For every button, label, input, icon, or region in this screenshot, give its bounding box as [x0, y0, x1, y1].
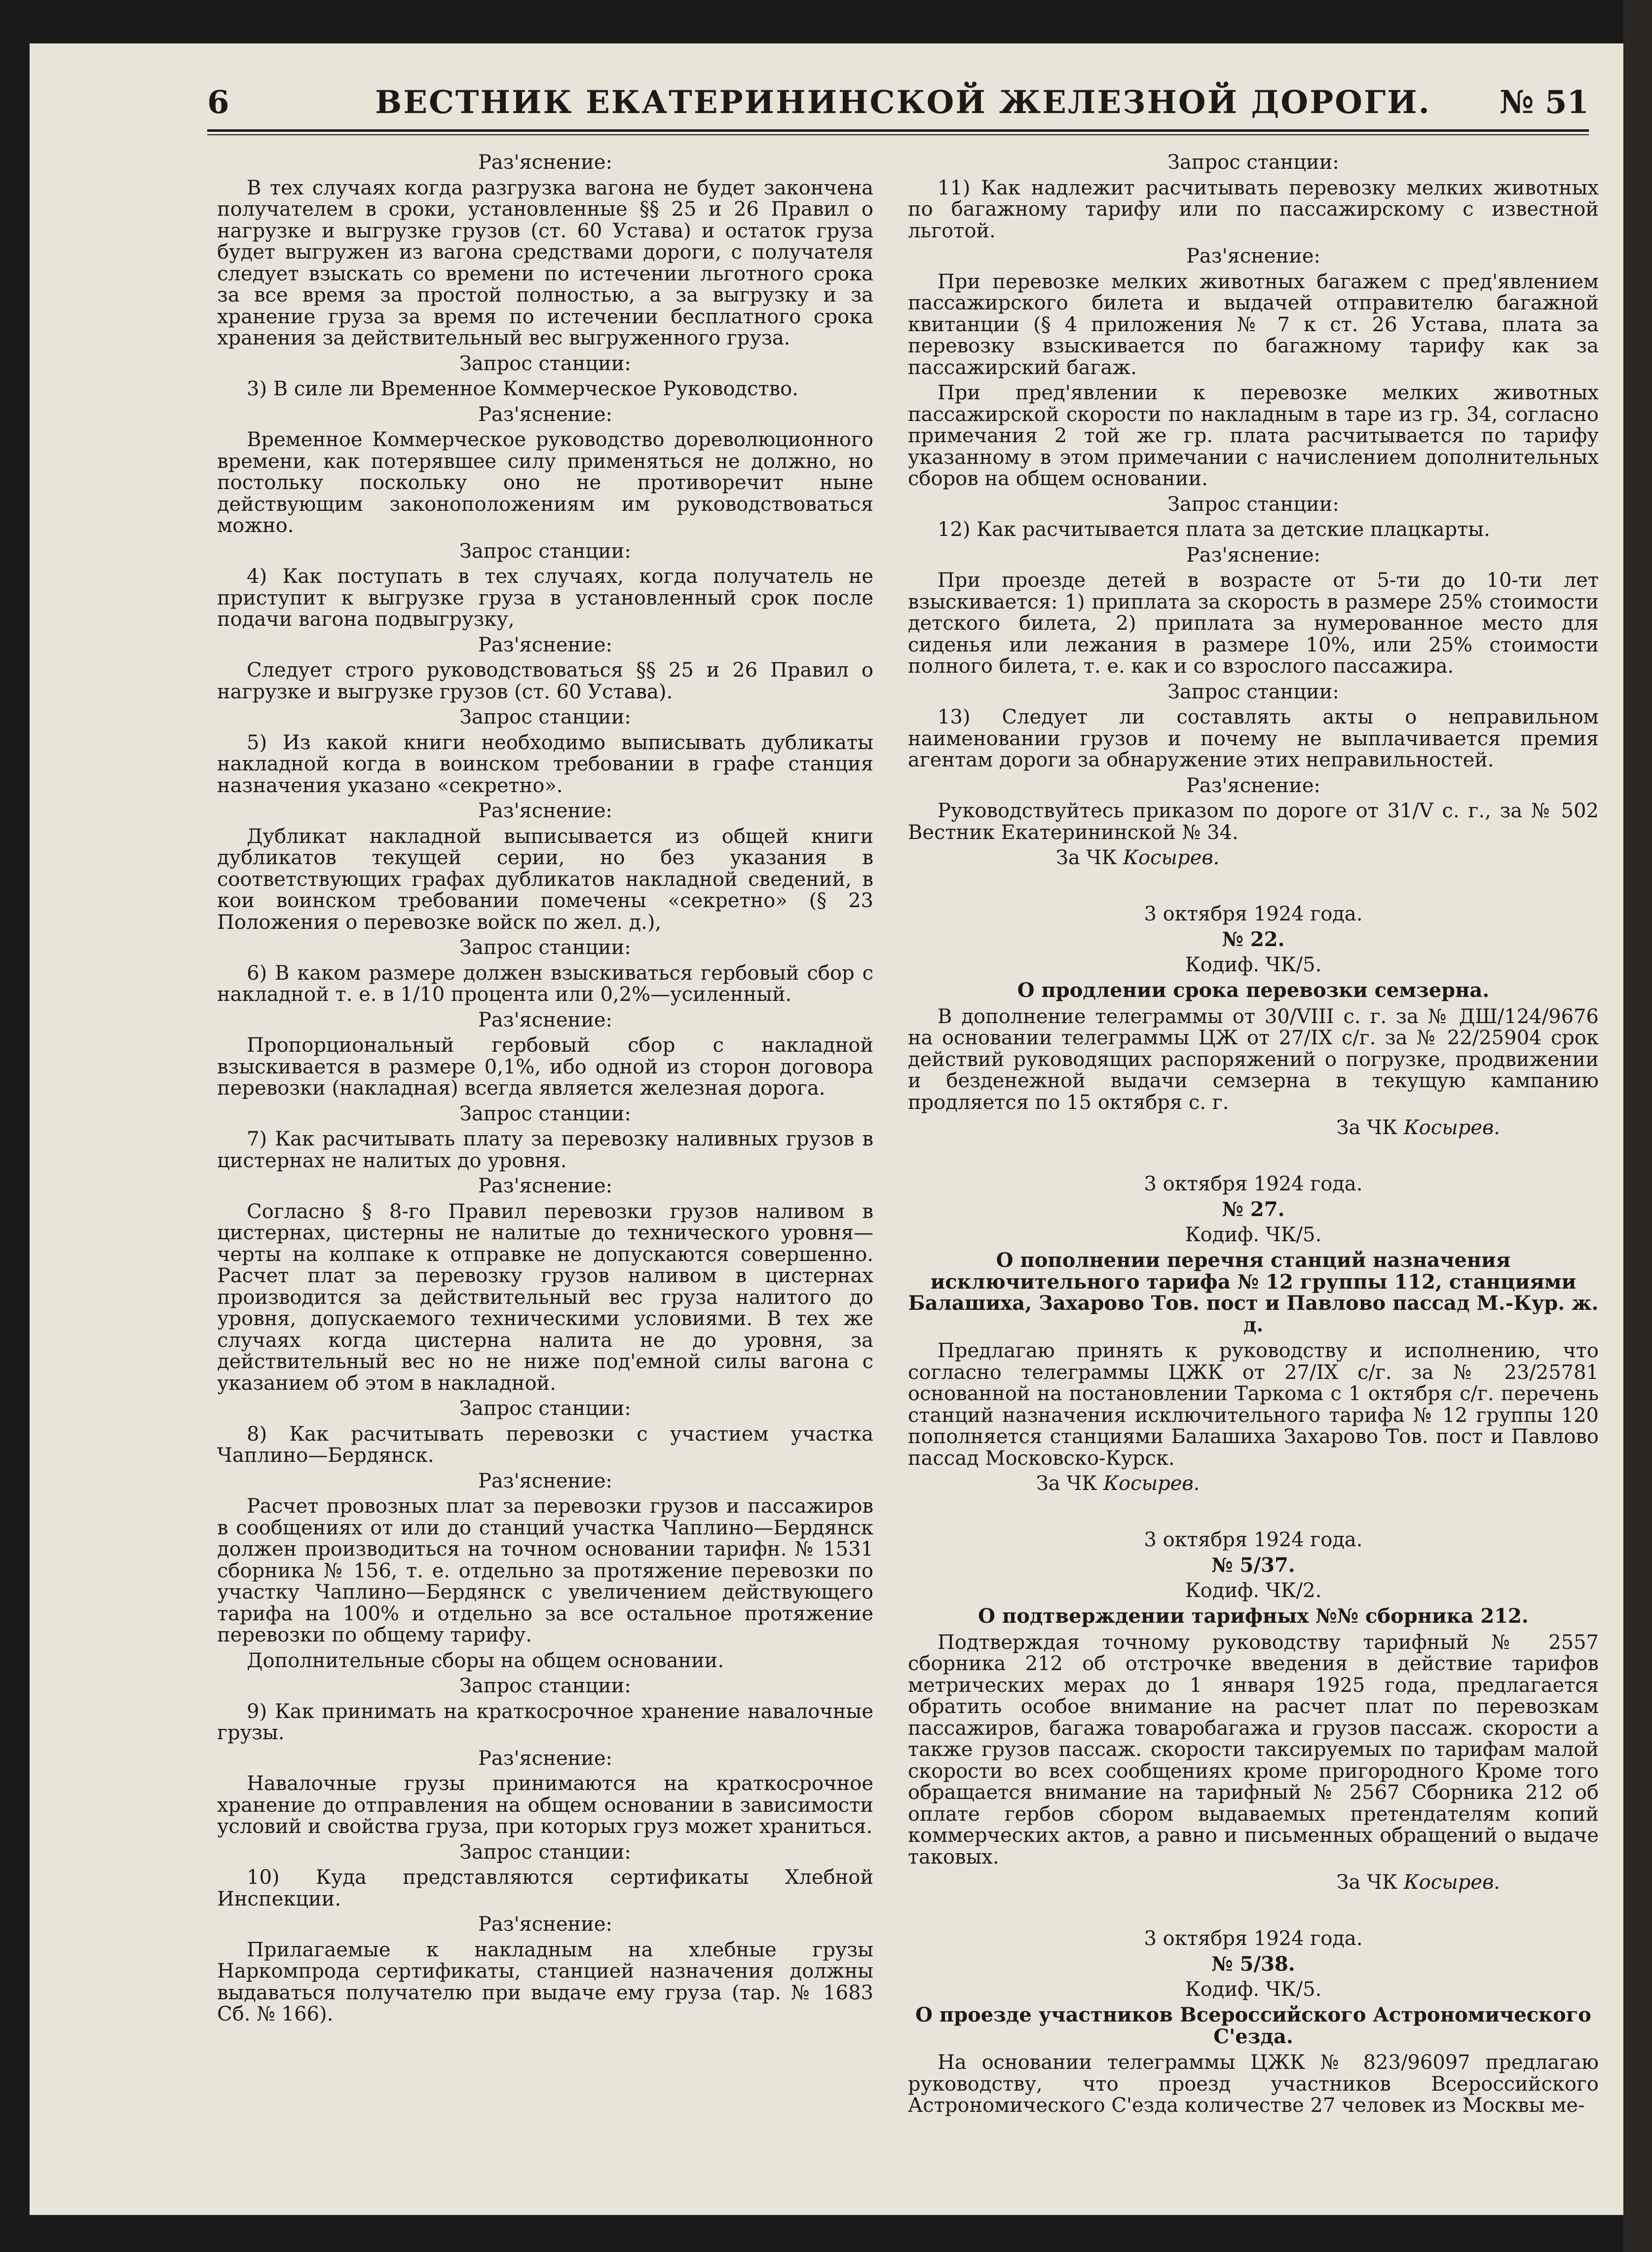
- signature: За ЧК Косырев.: [1336, 1871, 1500, 1894]
- explanation-heading: Раз'яснение:: [478, 1175, 612, 1197]
- request-heading: Запрос станции:: [459, 352, 631, 375]
- scan-edge: [1623, 0, 1652, 2252]
- question: 5) Из какой книги необходимо выписывать дубликаты накладной когда в воинском требовании в графе станция назначения указано «секретно».: [217, 731, 873, 797]
- answer: Прилагаемые к накладным на хлебные грузы Наркомпрода сертификаты, станцией назначения должны выдаваться получателю при выдаче ему груза (тар. № 1683 Сб. № 166).: [217, 1938, 873, 2025]
- answer: Навалочные грузы принимаются на краткосрочное хранение до отправления на общем основании в зависимости условий и свойства груза, при которых груз может храниться.: [217, 1772, 873, 1838]
- order-title: О продлении срока перевозки семзерна.: [1017, 979, 1490, 1002]
- order-code: Кодиф. ЧК/5.: [1185, 953, 1322, 976]
- request-heading: Запрос станции:: [459, 706, 631, 728]
- issue-number: № 51: [1500, 84, 1589, 121]
- answer: Следует строго руководствоваться §§ 25 и 26 Правил о нагрузке и выгрузке грузов (ст. 60 Устава).: [217, 659, 873, 703]
- question: 7) Как расчитывать плату за перевозку наливных грузов в цистернах не налитых до уровня.: [217, 1128, 873, 1172]
- request-heading: Запрос станции:: [1167, 151, 1339, 174]
- request-heading: Запрос станции:: [459, 1102, 631, 1125]
- explanation-heading: Раз'яснение:: [478, 800, 612, 822]
- request-heading: Запрос станции:: [459, 1397, 631, 1420]
- order-text: В дополнение телеграммы от 30/VIII с. г. за № ДШ/124/9676 на основании телеграммы ЦЖ от 27/IX с/г. за № 22/25904 срок действий руководящих распоряжений о погрузке, продвижении и безденежной выдачи семзерна в текущую кампанию продляется по 15 октября с. г.: [908, 1005, 1599, 1114]
- explanation-heading: Раз'яснение:: [478, 1469, 612, 1492]
- header-rule-thin: [207, 134, 1589, 135]
- explanation-heading: Раз'яснение:: [478, 633, 612, 656]
- question: 10) Куда представляются сертификаты Хлебной Инспекции.: [217, 1866, 873, 1910]
- order-date: 3 октября 1924 года.: [1144, 1528, 1363, 1551]
- left-column: [217, 148, 873, 2029]
- order-title: О проезде участников Всероссийского Астрономического С'езда.: [915, 2003, 1591, 2048]
- question: 9) Как принимать на краткосрочное хранение навалочные грузы.: [217, 1700, 873, 1744]
- paragraph: В тех случаях когда разгрузка вагона не будет закончена получателем в сроки, установленные §§ 25 и 26 Правил о нагрузке и выгрузке грузов (ст. 60 Устава) и остаток груза будет выгружен из вагона средствами дороги, с получателя следует взыскать со времени по истечении льготного срока за все время за простой полностью, а за выгрузку и за хранение груза за время по истечении бесплатного срока хранения за действительный вес выгруженного груза.: [217, 176, 873, 349]
- order-number: № 5/38.: [1211, 1952, 1295, 1976]
- answer: Дополнительные сборы на общем основании.: [247, 1649, 724, 1672]
- question: 13) Следует ли составлять акты о неправильном наименовании грузов и почему не выплачивается премия агентам дороги за обнаружение этих неправильностей.: [908, 706, 1599, 771]
- order-date: 3 октября 1924 года.: [1144, 902, 1363, 925]
- order-date: 3 октября 1924 года.: [1144, 1172, 1363, 1195]
- answer: При перевозке мелких животных багажем с пред'явлением пассажирского билета и выдачей отправителю багажной квитанции (§ 4 приложения № 7 к ст. 26 Устава, плата за перевозку взыскивается по багажному тарифу как за пассажирский багаж.: [908, 270, 1599, 379]
- order-code: Кодиф. ЧК/5.: [1185, 1978, 1322, 2001]
- order-number: № 27.: [1222, 1198, 1285, 1221]
- order-text: На основании телеграммы ЦЖК № 823/96097 предлагаю руководству, что проезд участников Всероссийского Астрономического С'езда количестве 27 человек из Москвы ме-: [908, 2051, 1599, 2117]
- order-title: О подтверждении тарифных №№ сборника 212.: [978, 1604, 1529, 1628]
- question: 6) В каком размере должен взыскиваться гербовый сбор с накладной т. е. в 1/10 процента или 0,2%—усиленный.: [217, 961, 873, 1006]
- answer: Временное Коммерческое руководство дореволюционного времени, как потерявшее силу применяться не должно, но постольку поскольку оно не противоречит ныне действующим законоположениям им руководствоваться можно.: [217, 428, 873, 537]
- answer: Дубликат накладной выписывается из общей книги дубликатов текущей серии, но без указания в соответствующих графах дубликатов накладной сведений, в кои воинском требовании помечены «секретно» (§ 23 Положения о перевозке войск по жел. д.),: [217, 825, 873, 934]
- explanation-heading: Раз'яснение:: [478, 403, 612, 426]
- order-number: № 5/37.: [1211, 1554, 1295, 1577]
- order-text: Подтверждая точному руководству тарифный № 2557 сборника 212 об отстрочке введения в действие тарифов метрических мерах до 1 января 1925 года, предлагается обратить особое внимание на расчет плат по перевозкам пассажиров, багажа товаробагажа и грузов пассаж. скорости а также грузов пассаж. скорости таксируемых по тарифам малой скорости во всех сообщениях кроме пригородного Кроме того обращается внимание на тарифный № 2567 Сборника 212 об оплате гербов сбором выдаваемых претендателям копий коммерческих актов, а равно и письменных обращений о выдаче таковых.: [908, 1631, 1599, 1869]
- order-number: № 22.: [1222, 928, 1285, 951]
- question: 11) Как надлежит расчитывать перевозку мелких животных по багажному тарифу или по пассажирскому с известной льготой.: [908, 176, 1599, 242]
- explanation-heading: Раз'яснение:: [1186, 245, 1320, 267]
- explanation-heading: Раз'яснение:: [1186, 774, 1320, 797]
- explanation-heading: Раз'яснение:: [478, 1008, 612, 1031]
- explanation-heading: Раз'яснение:: [478, 1747, 612, 1770]
- question: 8) Как расчитывать перевозки с участием участка Чаплино—Бердянск.: [217, 1422, 873, 1467]
- request-heading: Запрос станции:: [459, 1675, 631, 1697]
- signature: За ЧК Косырев.: [1056, 846, 1220, 869]
- request-heading: Запрос станции:: [1167, 680, 1339, 703]
- request-heading: Запрос станции:: [1167, 493, 1339, 516]
- answer: Пропорциональный гербовый сбор с накладной взыскивается в размере 0,1%, ибо одной из сторон договора перевозки (накладная) всегда является железная дорога.: [217, 1034, 873, 1100]
- order-code: Кодиф. ЧК/5.: [1185, 1223, 1322, 1246]
- explanation-heading: Раз'яснение:: [478, 1913, 612, 1936]
- question: 3) В силе ли Временное Коммерческое Руководство.: [247, 378, 798, 400]
- order-text: Предлагаю принять к руководству и исполнению, что согласно телеграммы ЦЖК от 27/IX с/г. за № 23/25781 основанной на постановлении Таркома с 1 октября с/г. перечень станций назначения исключительного тарифа № 12 группы 120 пополняется станциями Балашиха Захарово Тов. пост и Павлово пассад Московско-Курск.: [908, 1339, 1599, 1470]
- newspaper-title: ВЕСТНИК ЕКАТЕРИНИНСКОЙ ЖЕЛЕЗНОЙ ДОРОГИ.: [375, 84, 1431, 121]
- order-title: О пополнении перечня станций назначения исключительного тарифа № 12 группы 112, станциями Балашиха, Захарово Тов. пост и Павлово пассад М.-Кур. ж. д.: [908, 1249, 1599, 1336]
- order-code: Кодиф. ЧК/2.: [1185, 1579, 1322, 1602]
- explanation-heading: Раз'яснение:: [478, 151, 612, 174]
- page-number: 6: [207, 84, 229, 121]
- order-date: 3 октября 1924 года.: [1144, 1927, 1363, 1950]
- question: 12) Как расчитывается плата за детские плацкарты.: [938, 518, 1490, 541]
- page-header: [207, 84, 1589, 128]
- signature: За ЧК Косырев.: [1336, 1116, 1500, 1139]
- answer: При проезде детей в возрасте от 5-ти до 10-ти лет взыскивается: 1) приплата за скорость в размере 25% стоимости детского билета, 2) приплата за нумерованное место для сиденья или лежания в размере 10%, или 25% стоимости полного билета, т. е. как и со взрослого пассажира.: [908, 569, 1599, 678]
- answer: При пред'явлении к перевозке мелких животных пассажирской скорости по накладным в таре из гр. 34, согласно примечания 2 той же гр. плата расчитывается по тарифу указанному в этом примечании с начислением дополнительных сборов на общем основании.: [908, 382, 1599, 490]
- signature: За ЧК Косырев.: [1036, 1472, 1200, 1495]
- explanation-heading: Раз'яснение:: [1186, 543, 1320, 567]
- request-heading: Запрос станции:: [459, 936, 631, 959]
- answer: Расчет провозных плат за перевозки грузов и пассажиров в сообщениях от или до станций участка Чаплино—Бердянск должен производиться на точном основании тарифн. № 1531 сборника № 156, т. е. отдельно за протяжение перевозки по участку Чаплино—Бердянск с увеличением действующего тарифа на 100% и отдельно за все остальное протяжение перевозки по общему тарифу.: [217, 1495, 873, 1646]
- header-rule: [207, 129, 1589, 132]
- question: 4) Как поступать в тех случаях, когда получатель не приступит к выгрузке груза в установленный срок после подачи вагона подвыгрузку,: [217, 565, 873, 631]
- request-heading: Запрос станции:: [459, 1840, 631, 1864]
- answer: Согласно § 8-го Правил перевозки грузов наливом в цистернах, цистерны не налитые до технического уровня—черты на колпаке к отправке не допускаются совершенно. Расчет плат за перевозку грузов наливом в цистернах производится за действительный вес груза налитого до уровня, допускаемого техническими условиями. В тех же случаях когда цистерна налита не до уровня, за действительный вес но не ниже под'емной силы вагона с указанием об этом в накладной.: [217, 1200, 873, 1395]
- answer: Руководствуйтесь приказом по дороге от 31/V с. г., за № 502 Вестник Екатерининской № 34.: [908, 800, 1599, 844]
- request-heading: Запрос станции:: [459, 539, 631, 563]
- right-column: [908, 148, 1599, 2121]
